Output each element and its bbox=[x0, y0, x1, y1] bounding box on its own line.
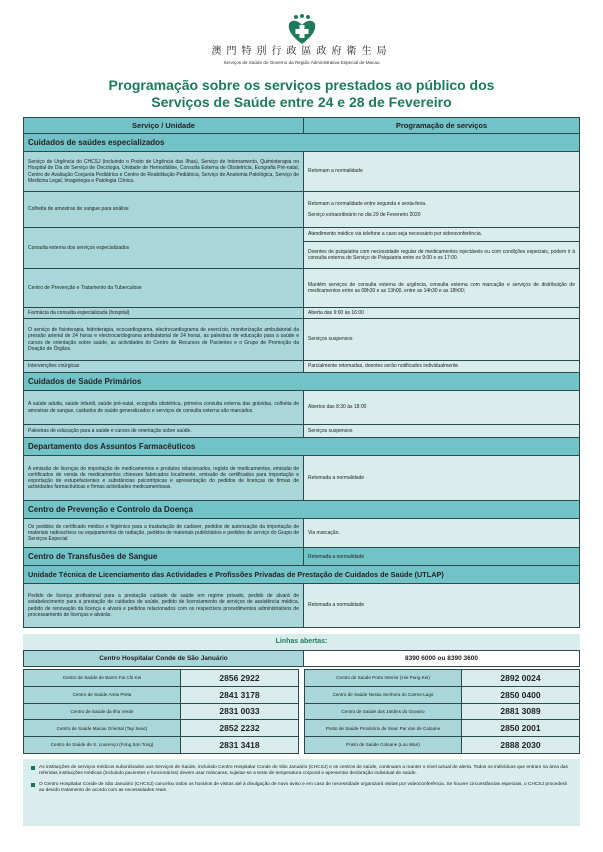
unit-cell: Serviço de Urgência do CHCSJ (incluindo o Posto de Urgência das Ilhas), Serviço de Internamento, Quimioterapia no Hospital de Dia do Serviço de Oncologia, Unidade de Hemodiálise, Consulta Externa de Obstetrícia, Ecografia Pré-natal, Centro de Avaliação Conjunta Pediátrica e Centro de Reabilitação Pediátrica, Serviço de Anatomia Patológica, Serviço de Medicina Legal, Imagiologia e Patologia Clínica. bbox=[24, 152, 304, 192]
content-column bbox=[23, 117, 580, 826]
title-line-2: Serviços de Saúde entre 24 e 28 de Fevereiro bbox=[151, 94, 452, 110]
unit-cell: A saúde adulta, saúde infantil, saúde pré-natal, ecografia obstétrica, primeira consulta externa das grávidas, colheita de amostras de sangue, cuidados de saúde generalizados e serviços de consulta externa são marcados. bbox=[24, 391, 304, 425]
hotline-row bbox=[305, 737, 580, 754]
note-text: As instituições de serviços médicos subordinados aos Serviços de Saúde, incluindo Centro Hospitalar Conde de São Januário (CHCSJ) e os centros de saúde, continuam a manter o nível actual de alerta. Todos os indivíduos que entram na área das referidas instituições médicas (incluindo pacientes e funcionários) devem usar máscaras, sujeitar-se a teste de temperatura corporal e apresentar declaração individual de saúde. bbox=[39, 764, 568, 777]
phone-number: 2850 0400 bbox=[462, 686, 580, 703]
table-row bbox=[24, 391, 580, 425]
table-row bbox=[24, 308, 580, 319]
schedule-cell: Retomada a normalidade bbox=[304, 456, 580, 501]
note-text: O Centro Hospitalar Conde de São Januário (CHCSJ) cancelou todos os horários de visitas até à divulgação de novo aviso e em caso de necessidade organizará visitas por videoconferência. Se houver circunstâncias especiais, o CHCSJ procederá ao devido tratamento de acordo com as necessidades reais. bbox=[39, 781, 567, 793]
schedule-cell: Retomam a normalidade bbox=[304, 152, 580, 192]
hotline-row bbox=[305, 720, 580, 737]
main-hotline bbox=[23, 650, 580, 667]
table-row bbox=[24, 319, 580, 361]
table-row bbox=[24, 192, 580, 228]
health-center-name: Centro de Saúde Porto Interior (Hoi Pong Kei) bbox=[305, 670, 462, 687]
hotlines-title: Linhas abertas: bbox=[23, 634, 580, 650]
section-disease-control: Centro de Prevenção e Controlo da Doença bbox=[24, 501, 580, 519]
table-row bbox=[24, 519, 580, 548]
health-center-name: Centro de Saúde Macau Oriental (Tap Seac) bbox=[24, 720, 181, 737]
table-row bbox=[24, 228, 580, 242]
table-row bbox=[24, 269, 580, 308]
table-row bbox=[24, 425, 580, 438]
health-center-name: Centro de Saúde Areia Preta bbox=[24, 686, 181, 703]
health-center-name: Centro de Saúde da Ilha Verde bbox=[24, 703, 181, 720]
phone-number: 2888 2030 bbox=[462, 737, 580, 754]
hotlines-grid bbox=[23, 669, 580, 754]
health-center-name: Centro de Saúde Nossa Senhora do Carmo-Lago bbox=[305, 686, 462, 703]
phone-number: 2831 0033 bbox=[181, 703, 299, 720]
section-pharmaceutical: Departamento dos Assuntos Farmacêuticos bbox=[24, 438, 580, 456]
hotlines-left bbox=[23, 669, 299, 754]
phone-number: 2831 3418 bbox=[181, 737, 299, 754]
services-table bbox=[23, 117, 580, 628]
schedule-cell: Serviços suspensos bbox=[304, 425, 580, 438]
page-title bbox=[0, 77, 603, 111]
unit-cell: Consulta externa dos serviços especializados bbox=[24, 228, 304, 269]
schedule-cell: Mantêm serviços de consulta externa de urgência, consulta externa com marcação e serviços de distribuição de medicamentos entre as 08h30 e as 13h00, entre as 14h30 e as 18h00; bbox=[304, 269, 580, 308]
health-center-name: Centro de Saúde de S. Lourenço (Fong Son Tong) bbox=[24, 737, 181, 754]
schedule-cell: Doentes de psiquiatria com necessidade regular de medicamentos injectáveis ou com condições especiais, podem ir à consulta externa do Serviço de Psiquiatria entre os 9:00 e os 17:00. bbox=[304, 242, 580, 269]
hotline-row bbox=[24, 737, 299, 754]
section-primary-care: Cuidados de Saúde Primários bbox=[24, 373, 580, 391]
schedule-cell: Retomada a normalidade bbox=[304, 548, 580, 566]
phone-number: 2856 2922 bbox=[181, 670, 299, 687]
health-center-name: Centro de Saúde de Bairro Fai Chi Kei bbox=[24, 670, 181, 687]
unit-cell: O serviço de fisioterapia, hidroterapia, ecocardiograma, electrocardiograma de exercício, monitorização ambulatorial da pressão arterial de 24 horas e electrocardiograma ambulatorial de 24 horas, as palestras de educação para a saúde e cursos de orientação sobre saúde, as actividades do Centro de Recursos de Pacientes e o Grupo de Promoção da Doação de Órgãos. bbox=[24, 319, 304, 361]
schedule-line: Serviço extraordinário no dia 29 de Fevereiro 2020 bbox=[308, 211, 421, 218]
phone-number: 2850 2001 bbox=[462, 720, 580, 737]
phone-number: 2841 3178 bbox=[181, 686, 299, 703]
hospital-name: Centro Hospitalar Conde de São Januário bbox=[24, 651, 304, 667]
unit-cell: Centro de Prevenção e Tratamento da Tuberculose bbox=[24, 269, 304, 308]
unit-cell: Intervenções cirúrgicas bbox=[24, 361, 304, 373]
schedule-line: Retomam a normalidade entre segunda e sexta-feira. bbox=[308, 201, 427, 208]
hotline-row bbox=[24, 686, 299, 703]
table-row bbox=[24, 584, 580, 628]
note-item bbox=[31, 782, 572, 795]
hotline-row bbox=[24, 720, 299, 737]
table-header bbox=[24, 118, 580, 134]
section-blood-transfusion: Centro de Transfusões de Sangue bbox=[24, 548, 304, 566]
hospital-phone: 8390 6000 ou 8390 3600 bbox=[304, 651, 580, 667]
hotline-row bbox=[24, 670, 299, 687]
table-row bbox=[24, 456, 580, 501]
phone-number: 2881 3089 bbox=[462, 703, 580, 720]
phone-number: 2852 2232 bbox=[181, 720, 299, 737]
schedule-cell: Aberta das 9:00 às 16:00 bbox=[304, 308, 580, 319]
schedule-cell: Serviços suspensos bbox=[304, 319, 580, 361]
schedule-cell: Via marcação. bbox=[304, 519, 580, 548]
hotline-row bbox=[305, 686, 580, 703]
heart-cross-logo bbox=[286, 14, 318, 46]
health-center-name: Centro de Saúde dos Jardins do Oceano bbox=[305, 703, 462, 720]
title-line-1: Programação sobre os serviços prestados ao público dos bbox=[108, 77, 495, 93]
bullet-icon bbox=[31, 766, 35, 770]
table-row bbox=[24, 361, 580, 373]
table-row bbox=[24, 152, 580, 192]
schedule-cell: Abertos das 8:30 às 18:00 bbox=[304, 391, 580, 425]
phone-number: 2892 0024 bbox=[462, 670, 580, 687]
note-item bbox=[31, 765, 572, 778]
unit-cell: Pedido de licença profissional para a prestação cuidado de saúde em regime privado, pedido de alvará de estabelecimento para a prestação de cuidados de saúde, pedido de licenciamento de serviços de assistência médica, pedido de renovação da licença e alvará e pedidos relacionados com os respectivos procedimentos administrativos de processamento de licenças e alvarás. bbox=[24, 584, 304, 628]
org-name-portuguese: Serviços de Saúde do Governo da Região Administrativa Especial de Macau bbox=[223, 60, 380, 65]
schedule-cell bbox=[304, 192, 580, 228]
health-center-name: Posto de Saúde Provisório de Seac Pai Van de Coloane bbox=[305, 720, 462, 737]
bullet-icon bbox=[31, 783, 35, 787]
col-header-unit: Serviço / Unidade bbox=[24, 118, 304, 134]
unit-cell: A emissão de licenças de importação de medicamentos e produtos relacionados, registo de medicamentos, emissão de certificados de venda de medicamentos chineses fabricados localmente, emissão de certificados para importação e exportação de estupefacientes e substâncias psicotrópicas e apresentação do pedidos de licenças de firmas de actividades farmacêuticas e firmas actividades medicamentosas. bbox=[24, 456, 304, 501]
hotline-row bbox=[305, 703, 580, 720]
hotlines-right bbox=[304, 669, 580, 754]
schedule-cell: Retomada a normalidade bbox=[304, 584, 580, 628]
schedule-cell: Atendimento médico via telefone a caso seja necessário por videoconferência. bbox=[304, 228, 580, 242]
hotline-row bbox=[24, 703, 299, 720]
notes-box bbox=[23, 759, 580, 826]
unit-cell: Palestras de educação para a saúde e cursos de orientação sobre saúde. bbox=[24, 425, 304, 438]
health-center-name: Posto de Saúde Coloane (Lou Wan) bbox=[305, 737, 462, 754]
col-header-schedule: Programação de serviços bbox=[304, 118, 580, 134]
unit-cell: Os pedidos de certificado médico e higiénico para a trasladação de cadáver, pedidos de autorização da importação de materiais radioactivos ou equipamentos de radiação, pedidos de materiais publicitários e pedidos de serviço do Grupo de Serviços Especial bbox=[24, 519, 304, 548]
unit-cell: Colheita de amostras de sangue para análise bbox=[24, 192, 304, 228]
section-specialized: Cuidados de saúdes especializados bbox=[24, 134, 580, 152]
unit-cell: Farmácia da consulta especializada (hospital) bbox=[24, 308, 304, 319]
org-name-chinese: 澳門特別行政區政府衛生局 bbox=[211, 46, 392, 57]
section-utlap: Unidade Técnica de Licenciamento das Actividades e Profissões Privadas de Prestação de Cuidados de Saúde (UTLAP) bbox=[24, 566, 580, 584]
hotline-row bbox=[305, 670, 580, 687]
schedule-cell: Parcialmente retomadas, doentes serão notificados individualmente bbox=[304, 361, 580, 373]
